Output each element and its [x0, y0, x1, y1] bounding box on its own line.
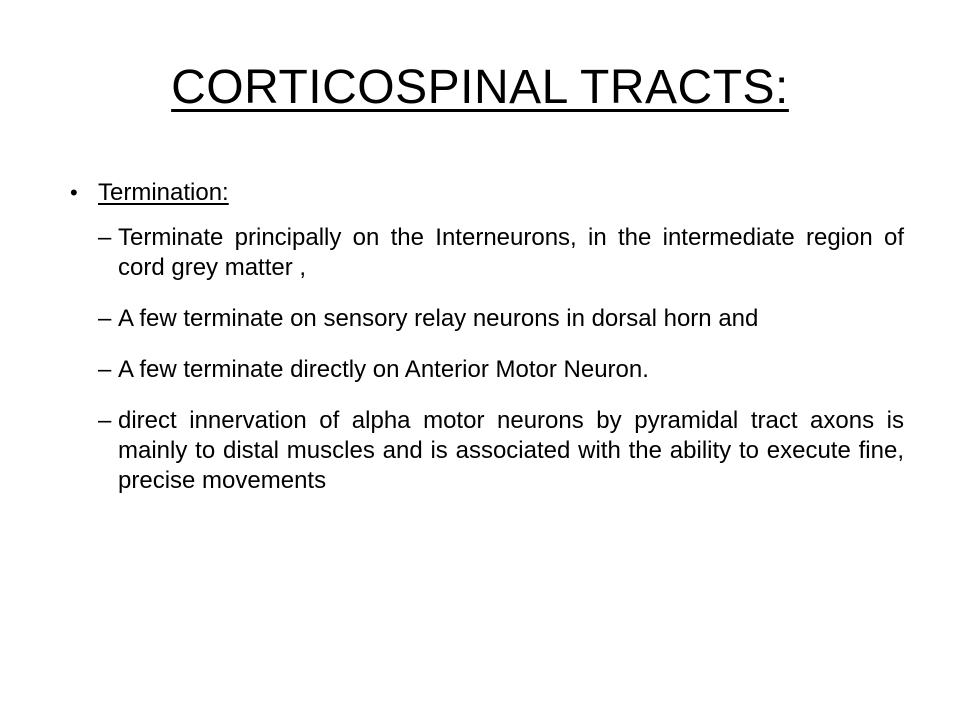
sub-bullet-text: A few terminate directly on Anterior Motor Neuron.	[118, 356, 649, 383]
slide-title	[0, 58, 960, 118]
sub-bullet-text: A few terminate on sensory relay neurons in dorsal horn and	[118, 305, 759, 332]
bullet-dot-icon: •	[70, 180, 78, 205]
sub-bullet-item	[98, 223, 904, 283]
slide-title-text: CORTICOSPINAL TRACTS:	[171, 61, 789, 114]
sub-bullet-item	[98, 355, 904, 385]
dash-icon: –	[98, 224, 112, 251]
sub-bullet-text: Terminate principally on the Interneurons, in the intermediate region of cord grey matter ,	[118, 224, 904, 281]
sub-bullet-text: direct innervation of alpha motor neurons by pyramidal tract axons is mainly to distal muscles and is associated with the ability to execute fine, precise movements	[118, 407, 904, 494]
dash-icon: –	[98, 305, 112, 332]
sub-bullet-item	[98, 304, 904, 334]
dash-icon: –	[98, 356, 112, 383]
bullet-label: Termination:	[98, 179, 229, 206]
dash-icon: –	[98, 407, 112, 434]
sub-bullet-list	[98, 223, 904, 517]
sub-bullet-item	[98, 406, 904, 496]
